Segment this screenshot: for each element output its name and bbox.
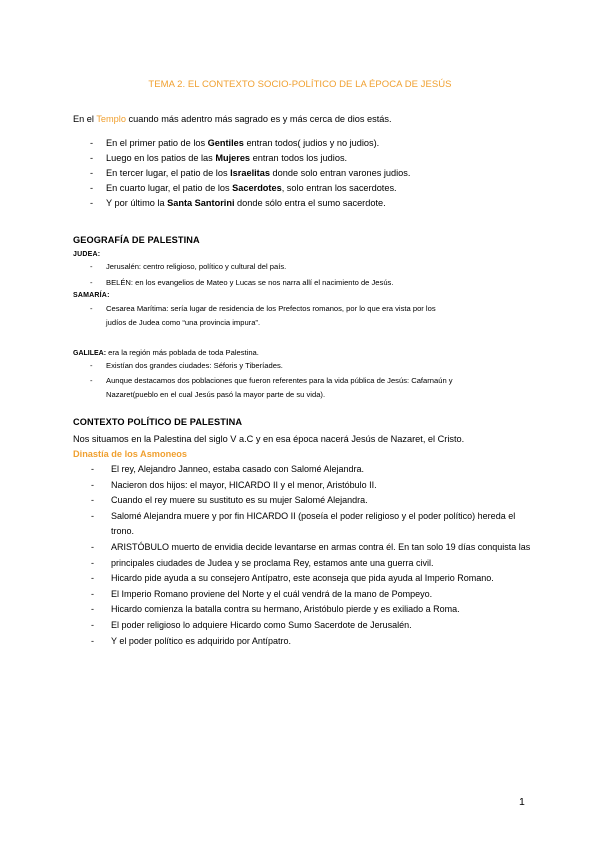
intro-highlight: Templo	[96, 114, 126, 124]
list-item: - En tercer lugar, el patio de los Israelitas donde solo entran varones judios.	[90, 168, 411, 178]
list-item: - Y el poder político es adquirido por Antípatro.	[91, 635, 291, 646]
list-item: - principales ciudades de Judea y se proclama Rey, estamos ante una guerra civil.	[91, 557, 434, 568]
samaria-list	[73, 302, 436, 330]
galilea-text: era la región más poblada de toda Palestina.	[106, 348, 259, 357]
samaria-label: SAMARÍA:	[73, 292, 110, 299]
page-title: TEMA 2. EL CONTEXTO SOCIO-POLÍTICO DE LA ÉPOCA DE JESÚS	[148, 79, 452, 90]
list-item: - En el primer patio de los Gentiles entran todos( judios y no judios).	[90, 138, 380, 148]
list-item: - BELÉN: en los evangelios de Mateo y Lucas se nos narra allí el nacimiento de Jesús.	[90, 277, 394, 287]
list-item: - El rey, Alejandro Janneo, estaba casado con Salomé Alejandra.	[91, 464, 364, 474]
list-item: - Hicardo comienza la batalla contra su hermano, Aristóbulo pierde y es exiliado a Roma.	[91, 604, 460, 615]
intro-post: cuando más adentro más sagrado es y más cerca de dios estás.	[125, 114, 392, 124]
list-item: - Luego en los patios de las Mujeres entran todos los judios.	[90, 153, 348, 163]
geo-heading: GEOGRAFÍA DE PALESTINA	[73, 235, 200, 245]
list-item: - Salomé Alejandra muere y por fin HICARDO II (poseía el poder religioso y el poder político) hereda el trono.	[91, 510, 516, 537]
list-item: - Cesarea Marítima: sería lugar de residencia de los Prefectos romanos, por lo que era vista por los judíos de Judea como “una provincia impura”.	[90, 304, 436, 327]
galilea-list	[73, 358, 453, 402]
judea-list	[73, 259, 393, 290]
list-item: - Jerusalén: centro religioso, político y cultural del país.	[90, 262, 287, 271]
list-item: - El poder religioso lo adquiere Hicardo como Sumo Sacerdote de Jerusalén.	[91, 619, 412, 630]
intro-pre: En el	[73, 114, 97, 124]
list-item: - ARISTÓBULO muerto de envidia decide levantarse en armas contra él. En tan solo 19 días conquista las	[91, 541, 531, 552]
judea-label: JUDEA:	[73, 251, 101, 258]
list-item: - Cuando el rey muere su sustituto es su mujer Salomé Alejandra.	[91, 495, 368, 506]
list-item: - Nacieron dos hijos: el mayor, HICARDO II y el menor, Aristóbulo II.	[91, 479, 377, 490]
list-item: - Hicardo pide ayuda a su consejero Antípatro, este aconseja que pida ayuda al Imperio Romano.	[91, 573, 494, 584]
list-item: - Existían dos grandes ciudades: Séforis y Tiberíades.	[90, 361, 283, 370]
politico-list	[73, 462, 533, 649]
page-number: 1	[519, 796, 525, 808]
list-item: - Aunque destacamos dos poblaciones que fueron referentes para la vida pública de Jesús: Cafarnaún y Nazaret(pueblo en el cual Jesús pasó la mayor parte de su vida).	[90, 375, 453, 399]
politico-heading: CONTEXTO POLÍTICO DE PALESTINA	[73, 417, 243, 427]
list-item: - Y por último la Santa Santorini donde sólo entra el sumo sacerdote.	[90, 198, 386, 208]
temple-list	[73, 136, 410, 211]
list-item: - El Imperio Romano proviene del Norte y el cuál vendrá de la mano de Pompeyo.	[91, 588, 433, 599]
list-item: - En cuarto lugar, el patio de los Sacerdotes, solo entran los sacerdotes.	[90, 183, 397, 193]
temple-intro	[73, 113, 392, 125]
galilea-label: GALILEA:	[73, 350, 107, 357]
politico-intro: Nos situamos en la Palestina del siglo V a.C y en esa época nacerá Jesús de Nazaret, el Cristo.	[73, 434, 465, 444]
dynasty-heading: Dinastía de los Asmoneos	[73, 449, 188, 459]
